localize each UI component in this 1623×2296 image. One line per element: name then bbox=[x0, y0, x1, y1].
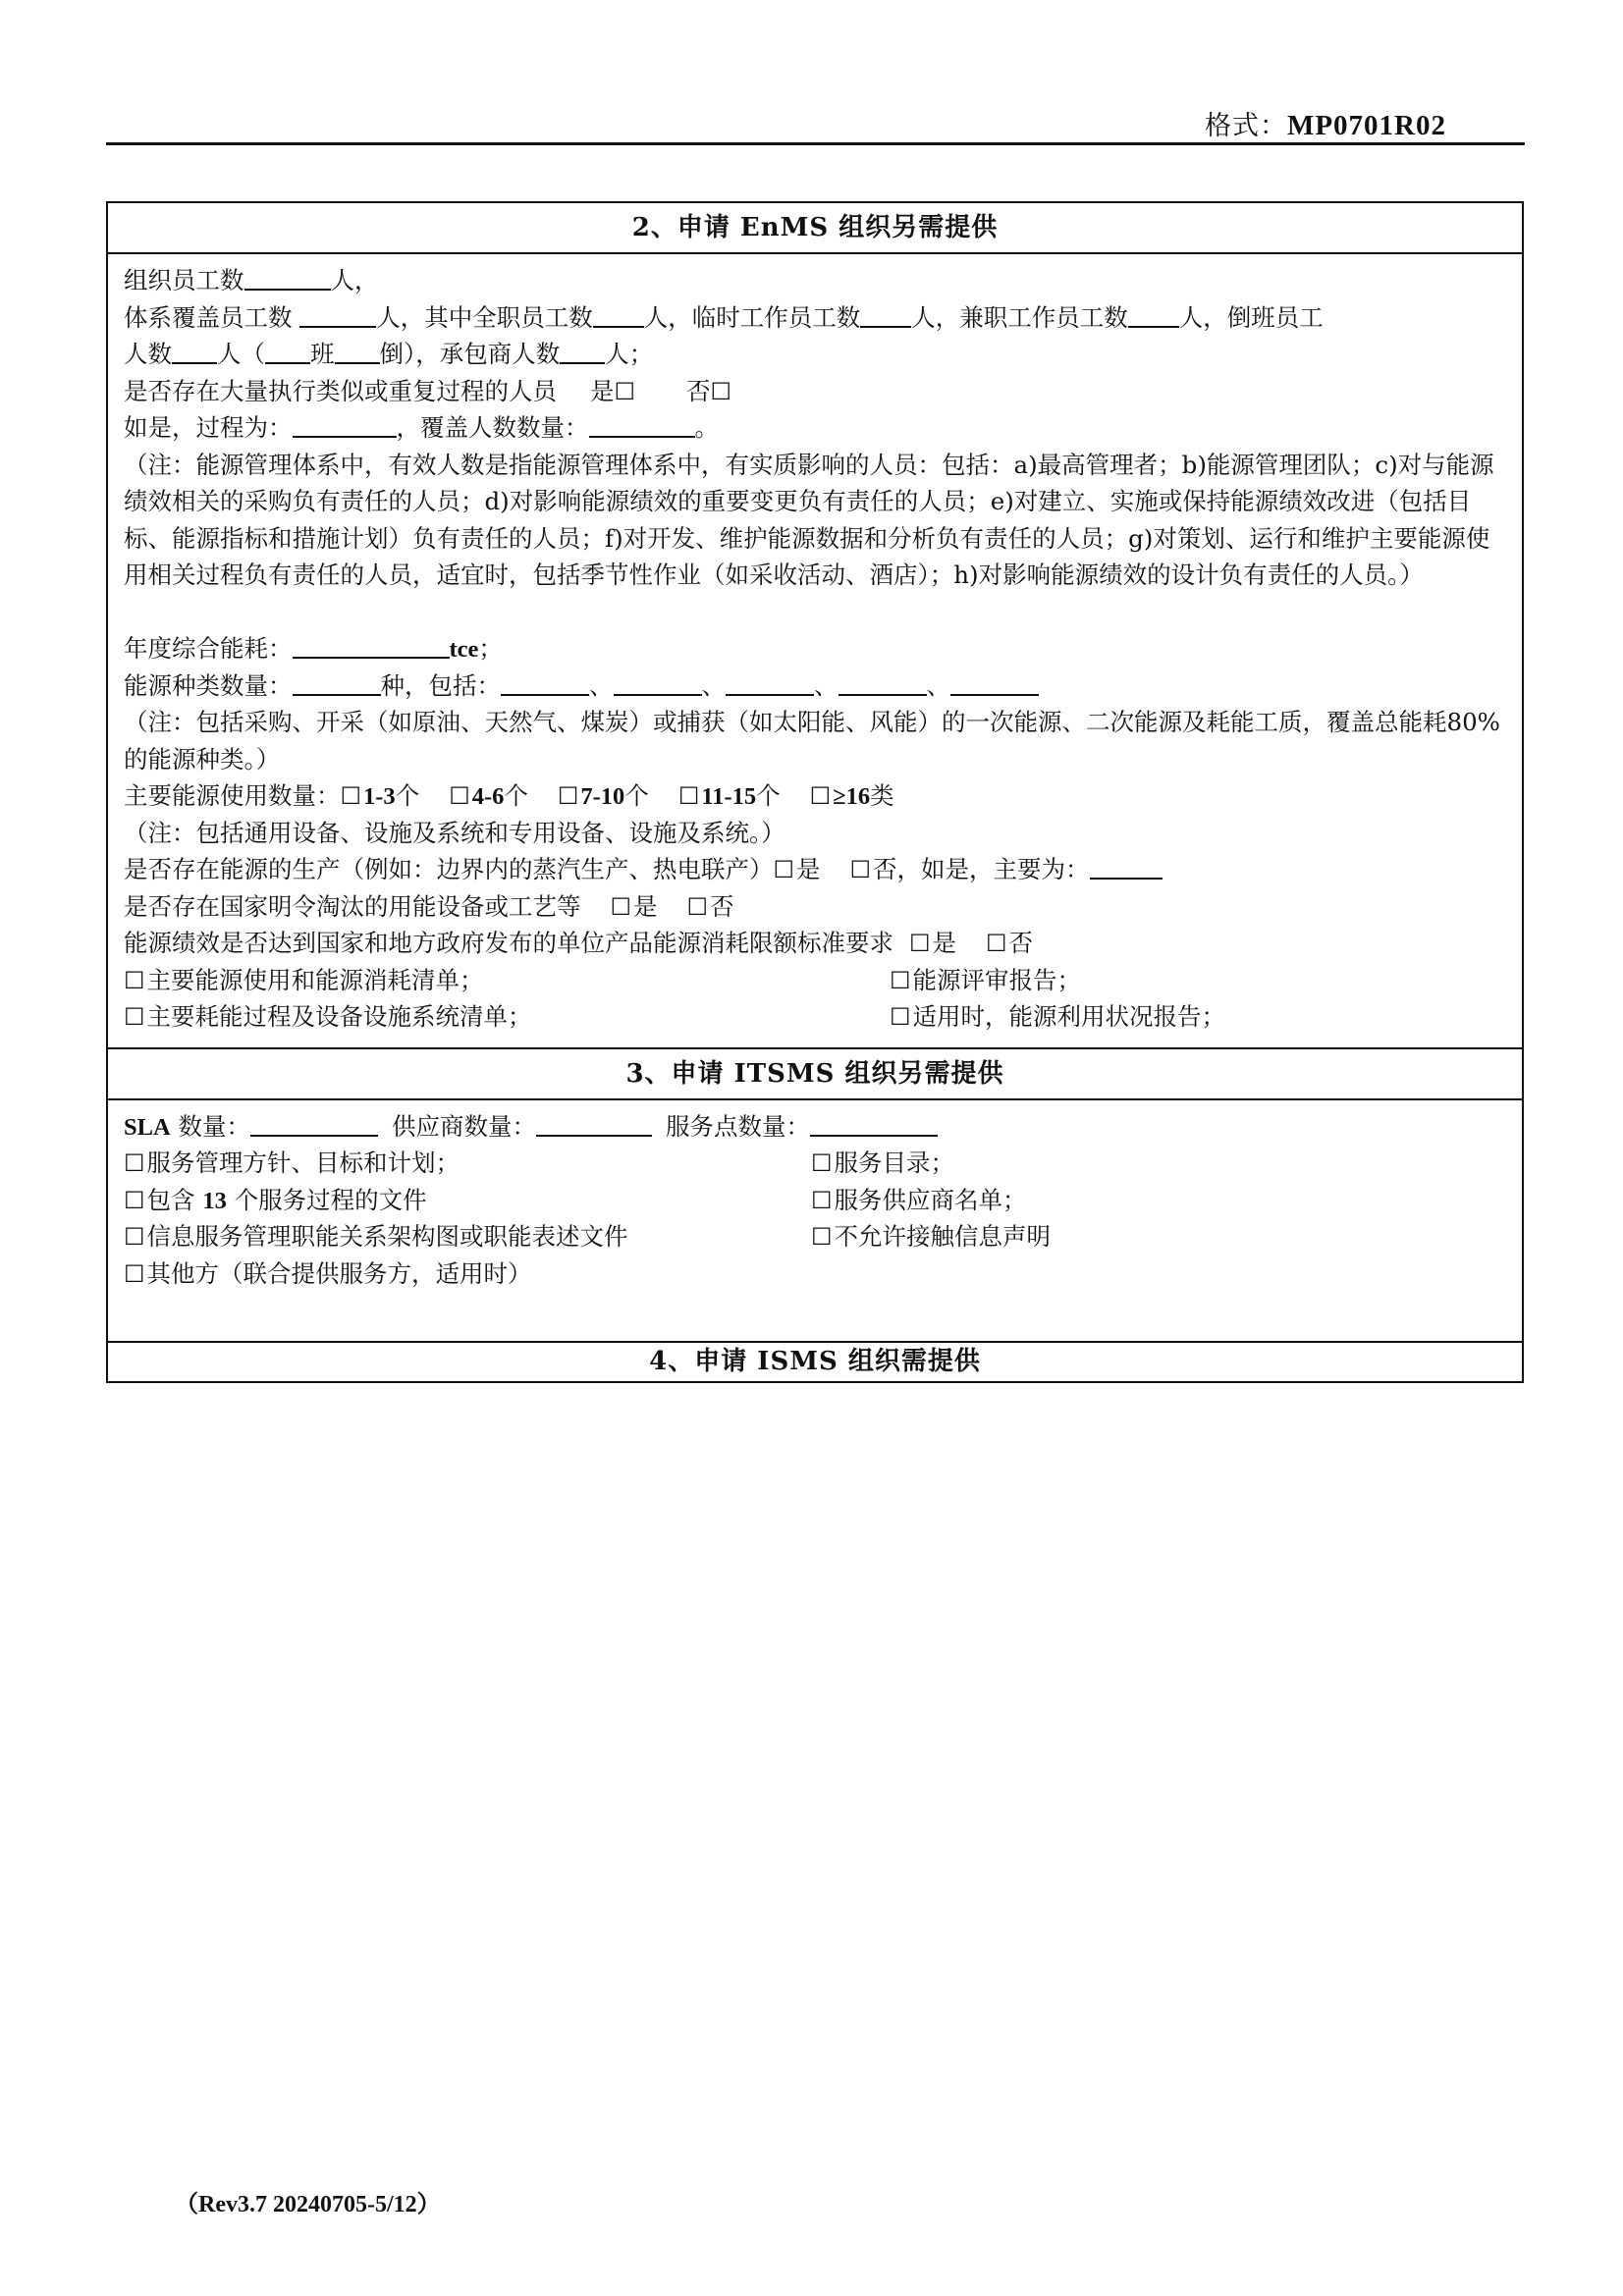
process-field[interactable] bbox=[293, 410, 397, 438]
enms-docs-row-1: ☐主要能源使用和能源消耗清单； ☐能源评审报告； bbox=[124, 965, 1082, 994]
energy-type-3-field[interactable] bbox=[726, 668, 814, 696]
enms-section-title: 2、申请 EnMS 组织另需提供 bbox=[108, 203, 1522, 254]
doc-energy-utilization-checkbox[interactable]: ☐ bbox=[890, 1003, 911, 1031]
form-code bbox=[1205, 104, 1446, 142]
doc-13-processes-checkbox[interactable]: ☐ bbox=[124, 1186, 145, 1214]
itsms-docs-row-1: ☐服务管理方针、目标和计划； ☐服务目录； bbox=[124, 1148, 955, 1177]
process-detail-line: 如是，过程为： ，覆盖人数数量： 。 bbox=[124, 409, 1508, 447]
revision-footer: （Rev3.7 20240705-5/12） bbox=[175, 2192, 441, 2217]
obsolete-yes-checkbox[interactable]: ☐ bbox=[610, 892, 632, 921]
use-7-10-checkbox[interactable]: ☐ bbox=[557, 782, 579, 810]
production-yes-checkbox[interactable]: ☐ bbox=[773, 856, 795, 883]
itsms-section-title: 3、申请 ITSMS 组织另需提供 bbox=[108, 1049, 1522, 1100]
energy-types-note: （注：包括采购、开采（如原油、天然气、煤炭）或捕获（如太阳能、风能）的一次能源、二次能源及耗能工质，覆盖总能耗80%的能源种类。） bbox=[124, 708, 1500, 774]
supplier-count-field[interactable] bbox=[536, 1109, 652, 1137]
energy-type-4-field[interactable] bbox=[839, 668, 927, 696]
coverage-count-field[interactable] bbox=[589, 410, 695, 438]
fulltime-field[interactable] bbox=[593, 300, 644, 328]
energy-type-2-field[interactable] bbox=[614, 668, 702, 696]
enms-section-body bbox=[108, 254, 1522, 1049]
annual-energy-field[interactable] bbox=[293, 631, 450, 659]
doc-org-chart-checkbox[interactable]: ☐ bbox=[124, 1223, 145, 1251]
energy-performance-line: 能源绩效是否达到国家和地方政府发布的单位产品能源消耗限额标准要求 ☐是 ☐否 bbox=[124, 929, 1034, 957]
obsolete-no-checkbox[interactable]: ☐ bbox=[686, 892, 709, 921]
doc-service-policy-checkbox[interactable]: ☐ bbox=[124, 1149, 145, 1177]
doc-service-catalog-checkbox[interactable]: ☐ bbox=[811, 1149, 833, 1177]
performance-yes-checkbox[interactable]: ☐ bbox=[909, 930, 931, 957]
form-code-label: 格式： bbox=[1204, 111, 1287, 141]
energy-type-1-field[interactable] bbox=[501, 668, 589, 696]
doc-supplier-list-checkbox[interactable]: ☐ bbox=[811, 1186, 833, 1214]
production-no-checkbox[interactable]: ☐ bbox=[849, 856, 872, 883]
itsms-section-body bbox=[108, 1100, 1522, 1344]
itsms-counts-line: SLA 数量： 供应商数量： 服务点数量： bbox=[124, 1108, 1508, 1146]
form-code-value: MP0701R02 bbox=[1286, 110, 1446, 141]
repetitive-yes-checkbox[interactable]: ☐ bbox=[614, 377, 636, 405]
shift-count-field[interactable] bbox=[265, 337, 310, 364]
repetitive-process-line: 是否存在大量执行类似或重复过程的人员 是☐ 否☐ bbox=[124, 376, 732, 405]
doc-energy-use-list-checkbox[interactable]: ☐ bbox=[124, 966, 145, 994]
performance-no-checkbox[interactable]: ☐ bbox=[986, 930, 1007, 957]
effective-personnel-note: （注：能源管理体系中，有效人数是指能源管理体系中，有实质影响的人员：包括：a)最高管理者；b)能源管理团队；c)对与能源绩效相关的采购负有责任的人员；d)对影响能源绩效的重要变更负有责任的人员；e)对建立、实施或保持能源绩效改进（包括目标、能源指标和措施计划）负有责任的人员；f)对开发、维护能源数据和分析负有责任的人员；g)对策划、运行和维护主要能源使用相关过程负有责任的人员，适宜时，包括季节性作业（如采收活动、酒店）；h)对影响能源绩效的设计负有责任的人员。） bbox=[124, 450, 1494, 589]
isms-section-title: 4、申请 ISMS 组织需提供 bbox=[649, 1347, 981, 1376]
use-4-6-checkbox[interactable]: ☐ bbox=[449, 782, 470, 810]
sla-count-field[interactable] bbox=[250, 1109, 378, 1137]
header-divider bbox=[106, 142, 1525, 145]
application-form-table bbox=[106, 201, 1524, 1383]
itsms-docs-row-4: ☐其他方（联合提供服务方，适用时） bbox=[124, 1258, 532, 1288]
obsolete-equipment-line: 是否存在国家明令淘汰的用能设备或工艺等 ☐是 ☐否 bbox=[124, 891, 734, 921]
equipment-note: （注：包括通用设备、设施及系统和专用设备、设施及系统。） bbox=[124, 818, 785, 847]
energy-production-line: 是否存在能源的生产（例如：边界内的蒸汽生产、热电联产）☐是 ☐否，如是，主要为： bbox=[124, 851, 1508, 888]
shift-workers-line: 人数 人（ 班 倒），承包商人数 人； bbox=[124, 336, 1508, 373]
use-16-plus-checkbox[interactable]: ☐ bbox=[809, 782, 832, 810]
covered-employees-line: 体系覆盖员工数 人，其中全职员工数 人，临时工作员工数 人，兼职工作员工数 人，倒班员工 bbox=[124, 299, 1508, 337]
energy-types-count-field[interactable] bbox=[293, 668, 381, 696]
energy-types-line: 能源种类数量： 种，包括： 、 、 、 、 bbox=[124, 667, 1508, 705]
itsms-docs-row-2: ☐包含 13 个服务过程的文件 ☐服务供应商名单； bbox=[124, 1185, 1027, 1214]
production-detail-field[interactable] bbox=[1090, 852, 1163, 880]
major-energy-use-line: 主要能源使用数量：☐1-3个 ☐4-6个 ☐7-10个 ☐11-15个 ☐≥16类 bbox=[124, 781, 894, 810]
employee-count-field[interactable] bbox=[244, 263, 331, 291]
shift-workers-field[interactable] bbox=[172, 337, 217, 364]
doc-other-parties-checkbox[interactable]: ☐ bbox=[124, 1259, 145, 1288]
doc-process-list-checkbox[interactable]: ☐ bbox=[124, 1003, 145, 1031]
covered-employees-field[interactable] bbox=[299, 300, 376, 328]
doc-energy-review-checkbox[interactable]: ☐ bbox=[890, 966, 911, 994]
enms-docs-row-2: ☐主要耗能过程及设备设施系统清单； ☐适用时，能源利用状况报告； bbox=[124, 1002, 1226, 1031]
itsms-docs-row-3: ☐信息服务管理职能关系架构图或职能表述文件 ☐不允许接触信息声明 bbox=[124, 1222, 1052, 1251]
annual-energy-line: 年度综合能耗： tce； bbox=[124, 630, 1508, 667]
contractor-field[interactable] bbox=[560, 337, 605, 364]
use-11-15-checkbox[interactable]: ☐ bbox=[677, 782, 700, 810]
service-point-count-field[interactable] bbox=[810, 1109, 938, 1137]
doc-no-access-statement-checkbox[interactable]: ☐ bbox=[811, 1223, 833, 1251]
employee-count-line: 组织员工数 人， bbox=[124, 262, 1508, 299]
temporary-field[interactable] bbox=[860, 300, 911, 328]
parttime-field[interactable] bbox=[1128, 300, 1179, 328]
rotation-field[interactable] bbox=[335, 337, 380, 364]
repetitive-no-checkbox[interactable]: ☐ bbox=[710, 377, 732, 405]
use-1-3-checkbox[interactable]: ☐ bbox=[340, 782, 362, 810]
energy-type-5-field[interactable] bbox=[950, 668, 1039, 696]
